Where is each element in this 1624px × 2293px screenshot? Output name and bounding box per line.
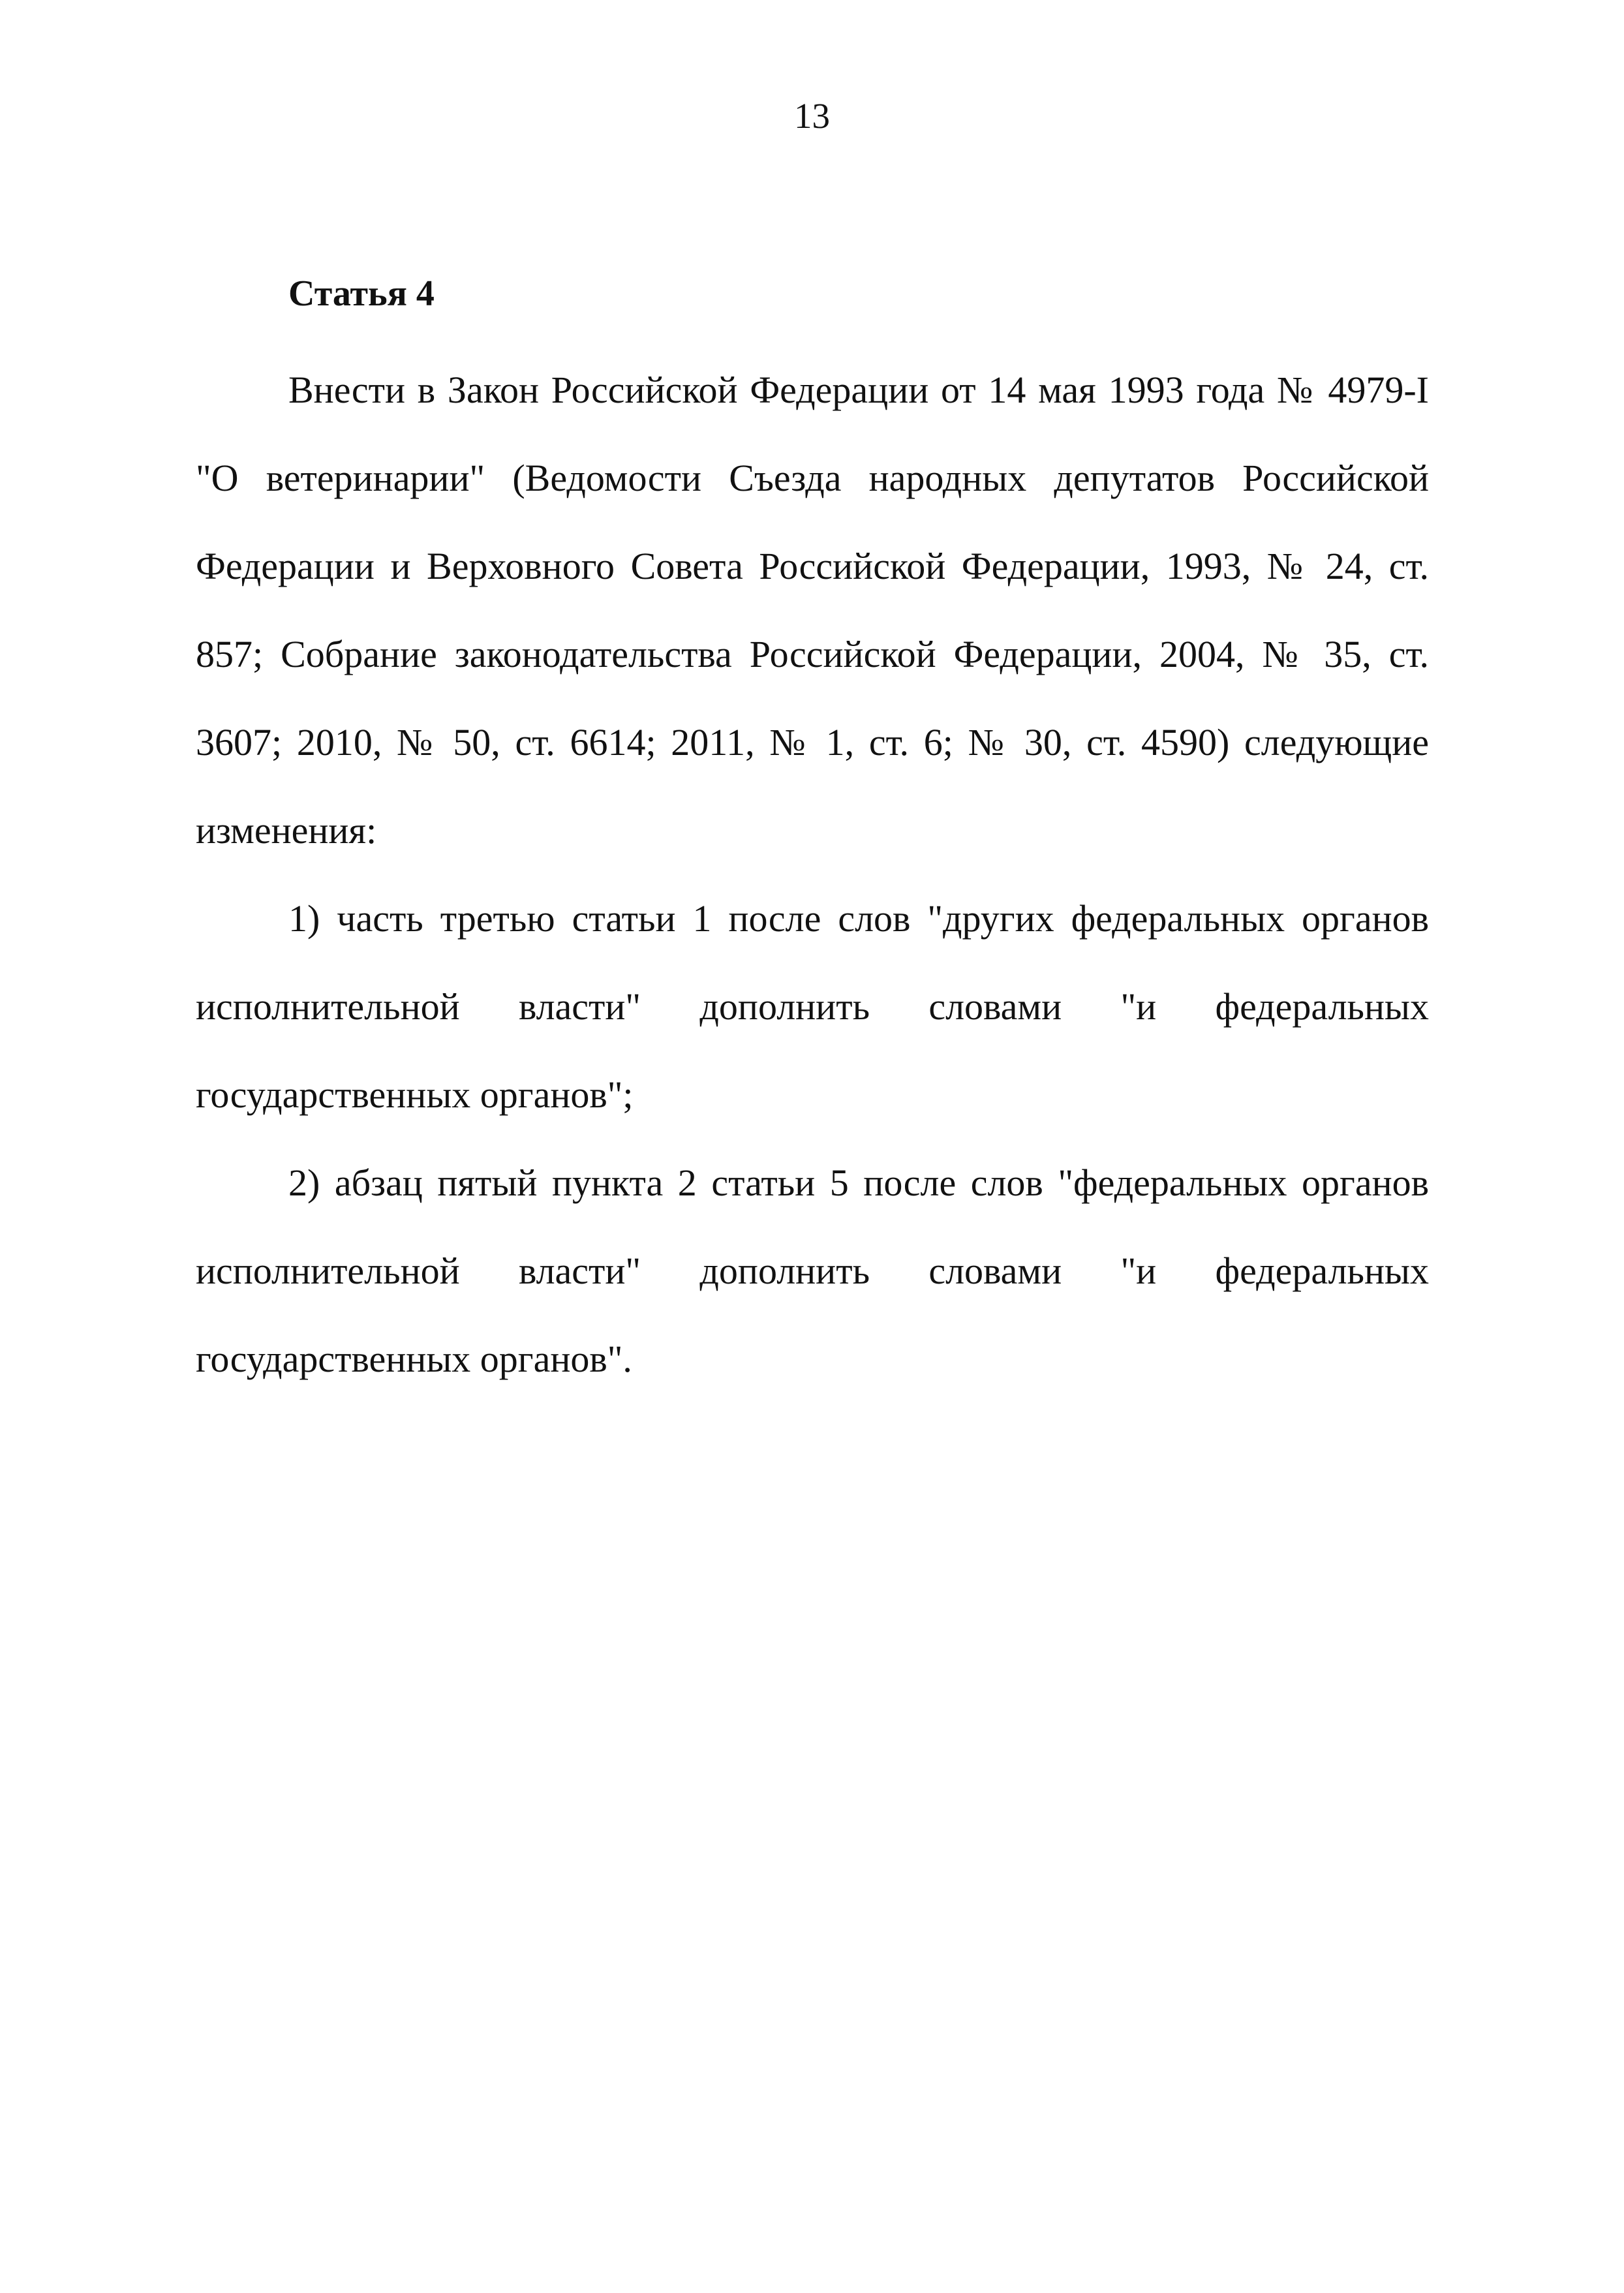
page-number: 13 bbox=[794, 96, 830, 136]
article-body bbox=[196, 261, 1429, 1403]
article-paragraph-item-1: 1) часть третью статьи 1 после слов "других федеральных органов исполнительной власти" дополнить словами "и федеральных государственных органов"; bbox=[196, 897, 1429, 1116]
article-heading: Статья 4 bbox=[288, 273, 435, 314]
article-paragraph-item-2: 2) абзац пятый пункта 2 статьи 5 после слов "федеральных органов исполнительной власти" дополнить словами "и федеральных государственных органов". bbox=[196, 1162, 1429, 1380]
article-paragraph-intro: Внести в Закон Российской Федерации от 14 мая 1993 года № 4979-I "О ветеринарии" (Ведомости Съезда народных депутатов Российской Федерации и Верховного Совета Российской Федерации, 1993, № 24, ст. 857; Собрание законодательства Российской Федерации, 2004, № 35, ст. 3607; 2010, № 50, ст. 6614; 2011, № 1, ст. 6; № 30, ст. 4590) следующие изменения: bbox=[196, 369, 1429, 852]
